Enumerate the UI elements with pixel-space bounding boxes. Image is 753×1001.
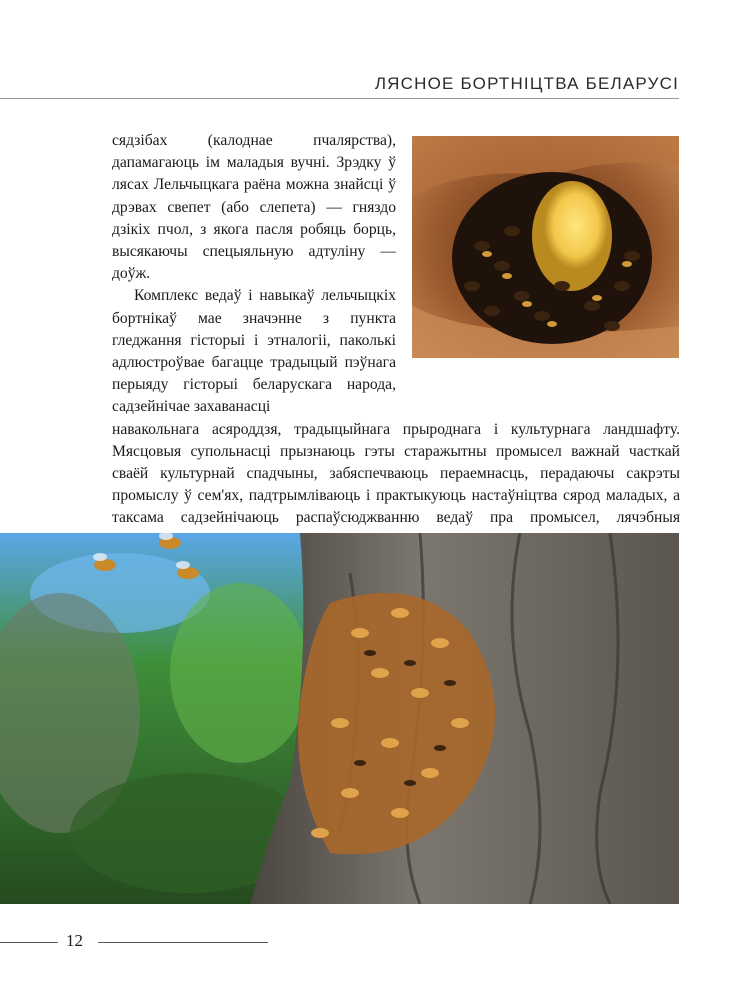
paragraph-1: сядзібах (калоднае пчалярства), дапамагаюць ім маладыя вучні. Зрэдку ў лясах Лельчыцкага раёна можна знайсці ў дрэвах свепет (або слепета) — гняздо дзікіх пчол, з якога пасля робяць борць, высякаючы спецыяльную адтуліну — доўж. — [112, 132, 396, 283]
header-rule — [0, 98, 679, 99]
page-number: 12 — [66, 931, 83, 950]
footer-rule-right — [98, 942, 268, 943]
body-text — [112, 130, 680, 552]
paragraph-2-narrow: Комплекс ведаў і навыкаў лельчыцкіх бортнікаў мае значэнне з пункта гледжання гісторыі і этналогіі, паколькі адлюстроўвае багацце традыцый пэўнага перыяду гісторыі беларускага народа, садзейнічае захаванасці — [112, 287, 396, 416]
narrow-column — [112, 130, 396, 419]
footer-rule-left — [0, 942, 58, 943]
paragraph-2-wide: навакольнага асяроддзя, традыцыйнага прыроднага і культурнага ландшафту. Мясцовыя супольнасці прызнаюць гэты старажытны промысел важнай часткай сваёй культурнай спадчыны, забяспечваюць пераемнасць, перадаючы сакрэты промыслу ў сем'ях, падтрымліваюць і практыкуюць настаўніцтва сярод маладых, а таксама садзейнічаюць распаўсюджванню ведаў пра промысел, лячэбныя — [112, 420, 680, 527]
running-header: ЛЯСНОЕ БОРТНІЦТВА БЕЛАРУСІ — [374, 74, 679, 93]
bee-swarm-illustration — [0, 533, 679, 904]
bee-swarm-photo — [0, 533, 679, 904]
